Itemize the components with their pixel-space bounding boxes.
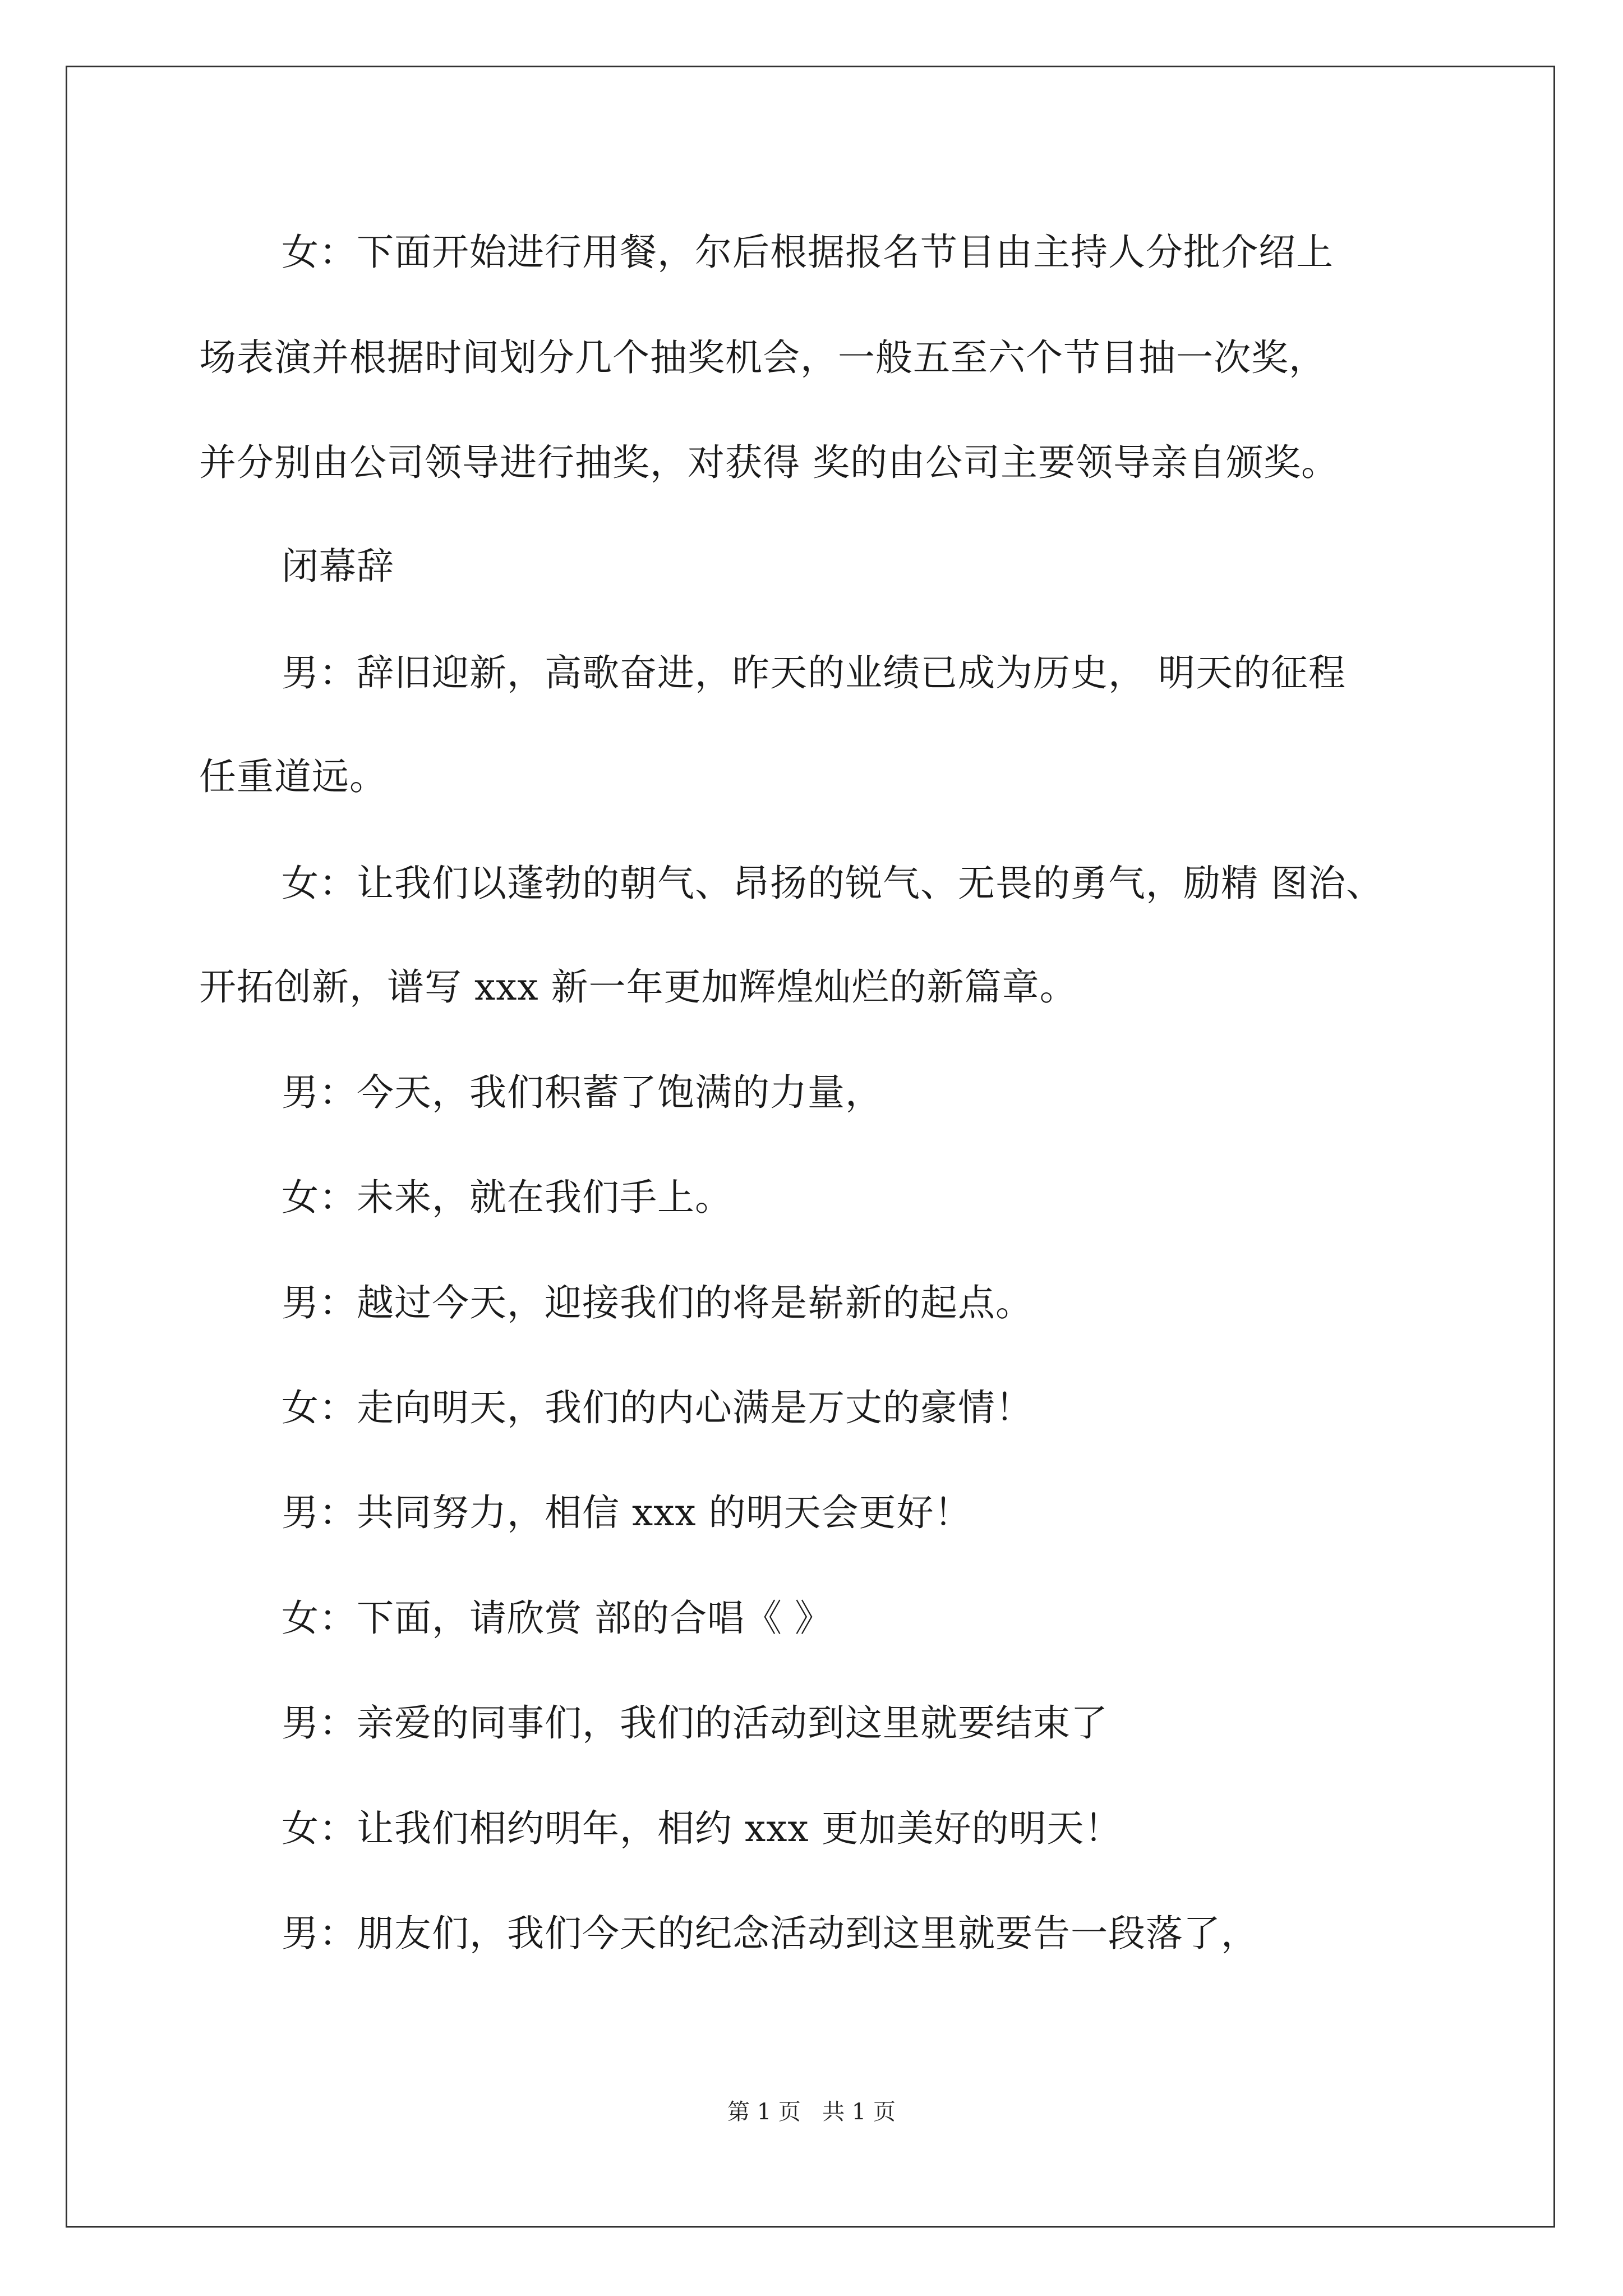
paragraph-line: 女：让我们相约明年，相约 xxx 更加美好的明天！ bbox=[282, 1807, 1122, 1850]
paragraph-line: 女：下面，请欣赏 部的合唱《 》 bbox=[282, 1596, 832, 1640]
paragraph-line: 女：让我们以蓬勃的朝气、昂扬的锐气、无畏的勇气，励精 图治、 bbox=[282, 862, 1384, 905]
page-border bbox=[66, 66, 1555, 2228]
paragraph-line: 女：未来，就在我们手上。 bbox=[282, 1176, 732, 1219]
paragraph-line: 女：下面开始进行用餐，尔后根据报名节目由主持人分批介绍上 bbox=[282, 231, 1334, 274]
paragraph-line: 并分别由公司领导进行抽奖，对获得 奖的由公司主要领导亲自颁奖。 bbox=[199, 441, 1339, 484]
paragraph-line: 男：今天，我们积蓄了饱满的力量， bbox=[282, 1071, 883, 1114]
paragraph-line: 男：越过今天，迎接我们的将是崭新的起点。 bbox=[282, 1281, 1033, 1324]
paragraph-line: 男：辞旧迎新，高歌奋进，昨天的业绩已成为历史， 明天的征程 bbox=[282, 651, 1346, 694]
paragraph-line: 任重道远。 bbox=[199, 755, 387, 798]
page-footer: 第 1 页 共 1 页 bbox=[727, 2099, 896, 2125]
paragraph-line: 女：走向明天，我们的内心满是万丈的豪情！ bbox=[282, 1386, 1033, 1429]
paragraph-line: 场表演并根据时间划分几个抽奖机会，一般五至六个节目抽一次奖， bbox=[199, 336, 1326, 379]
paragraph-line: 男：朋友们，我们今天的纪念活动到这里就要告一段落了， bbox=[282, 1912, 1258, 1955]
section-heading: 闭幕辞 bbox=[282, 545, 394, 588]
paragraph-line: 男：共同努力，相信 xxx 的明天会更好！ bbox=[282, 1491, 972, 1534]
paragraph-line: 开拓创新，谱写 xxx 新一年更加辉煌灿烂的新篇章。 bbox=[199, 965, 1077, 1009]
paragraph-line: 男：亲爱的同事们，我们的活动到这里就要结束了 bbox=[282, 1701, 1108, 1745]
